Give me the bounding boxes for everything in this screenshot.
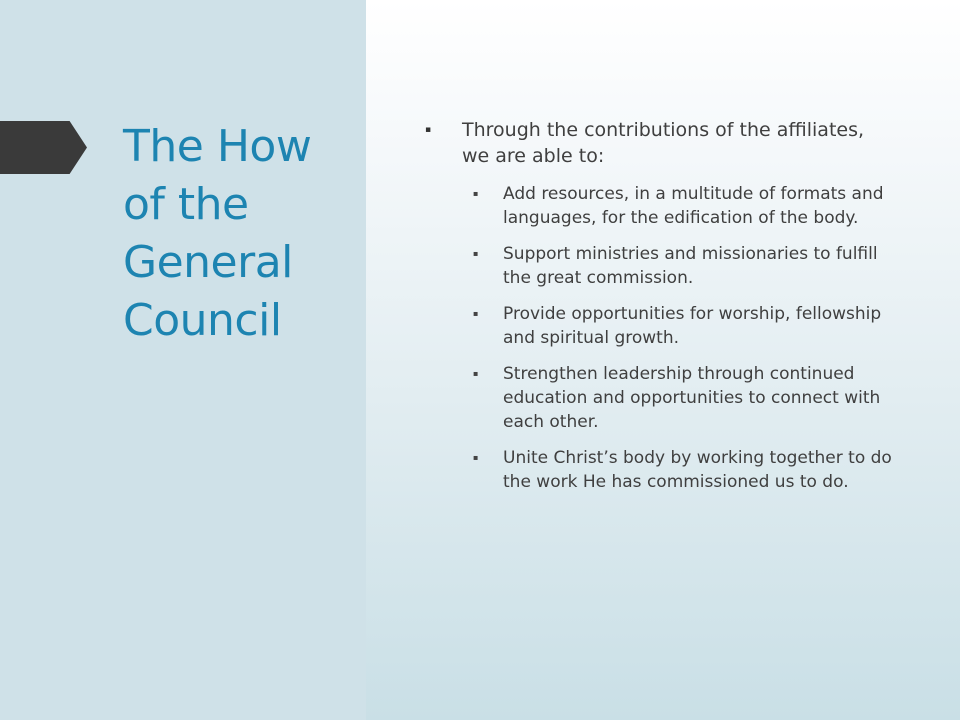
left-panel (0, 0, 366, 720)
sub-bullet-text: Strengthen leadership through continued education and opportunities to connect with each other. (503, 364, 881, 432)
square-bullet-icon: ▪ (473, 249, 479, 258)
main-bullet-text: Through the contributions of the affiliates, we are able to: (462, 119, 865, 167)
square-bullet-icon: ▪ (473, 453, 479, 462)
sub-bullet-list (424, 182, 894, 494)
pentagon-arrow-icon (0, 121, 87, 174)
sub-bullet-item (473, 362, 894, 434)
sub-bullet-text: Support ministries and missionaries to fulfill the great commission. (503, 244, 878, 288)
main-bullet (424, 117, 894, 169)
sub-bullet-text: Add resources, in a multitude of formats and languages, for the edification of the body. (503, 184, 884, 228)
square-bullet-icon: ▪ (425, 125, 432, 135)
sub-bullet-item (473, 182, 894, 230)
sub-bullet-item (473, 242, 894, 290)
slide-title: The How of the General Council (123, 121, 312, 346)
sub-bullet-item (473, 302, 894, 350)
square-bullet-icon: ▪ (473, 309, 479, 318)
square-bullet-icon: ▪ (473, 189, 479, 198)
content-list (424, 117, 894, 506)
sub-bullet-text: Provide opportunities for worship, fellowship and spiritual growth. (503, 304, 882, 348)
square-bullet-icon: ▪ (473, 369, 479, 378)
sub-bullet-item (473, 446, 894, 494)
sub-bullet-text: Unite Christ’s body by working together to do the work He has commissioned us to do. (503, 448, 892, 492)
